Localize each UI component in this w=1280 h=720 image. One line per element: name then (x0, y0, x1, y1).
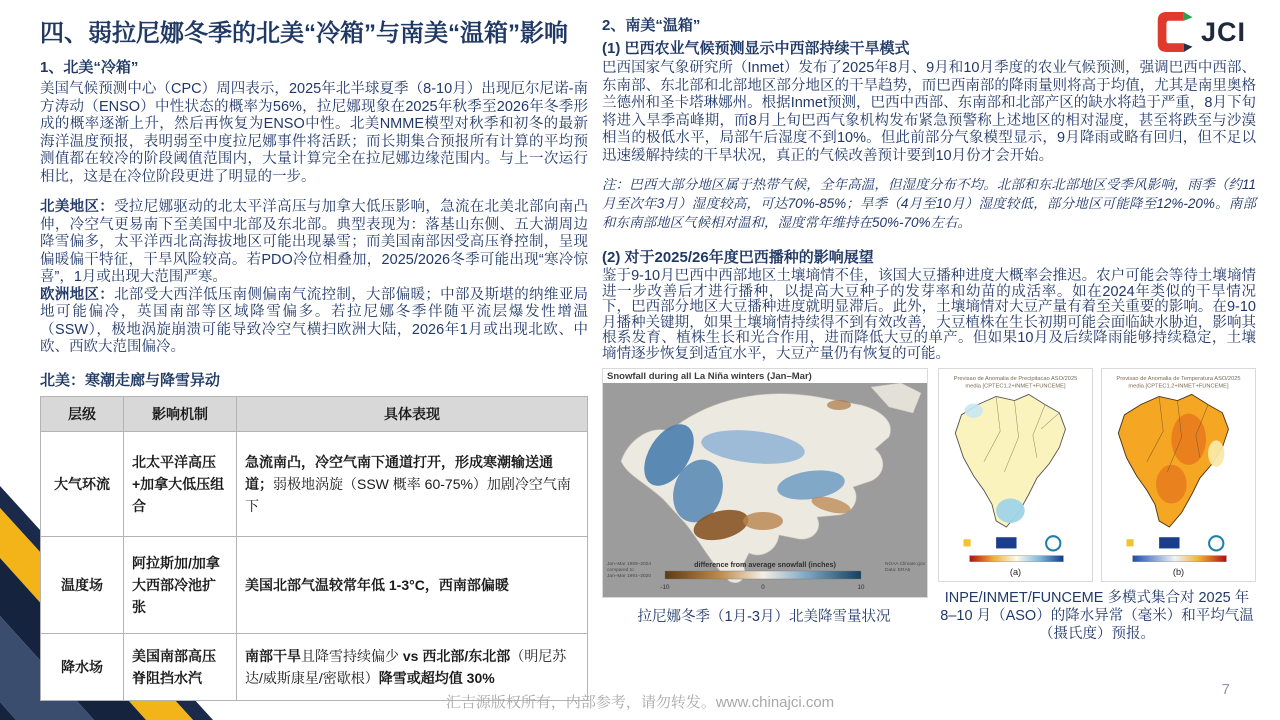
right-column (602, 14, 1256, 643)
brazil-temperature-map-image (1101, 368, 1256, 582)
subsection-2-heading: (2) 对于2025/26年度巴西播种的影响展望 (602, 249, 874, 266)
brazil-map-a-label: (a) (1009, 566, 1022, 577)
brazil-precip-title-line1: Previsao de Anomalia de Precipitacao ASO/2025 (953, 376, 1078, 383)
brazil-precip-title-line2: media [CPTEC1.2+INMET+FUNCEME] (965, 383, 1066, 390)
inmet-logo-icon (996, 537, 1016, 548)
jci-logo-text: JCI (1200, 16, 1246, 47)
jci-logo-icon (1156, 10, 1196, 54)
snowfall-tick-max: 10 (857, 584, 865, 591)
table-cell-level: 降水场 (41, 633, 124, 700)
table-header-level: 层级 (41, 396, 124, 431)
precip-wet-south-blob (996, 498, 1025, 522)
snow-anomaly-brown-south (743, 512, 783, 530)
snowfall-map-title: Snowfall during all La Niña winters (Jan–Mar) (607, 371, 812, 382)
table-cell-detail: 急流南凸，冷空气南下通道打开，形成寒潮输送通道；弱极地涡旋（SSW 概率 60-75%）加剧冷空气南下 (237, 431, 588, 536)
table-row (41, 536, 588, 633)
brazil-temp-title-line1: Previsao de Anomalia de Temperatura ASO/2025 (1116, 376, 1241, 383)
jci-logo (1156, 10, 1246, 54)
snowfall-caption: 拉尼娜冬季（1月-3月）北美降雪量状况 (637, 609, 891, 625)
inmet-logo-icon (1159, 537, 1179, 548)
brazil-caption: INPE/INMET/FUNCEME 多模式集合对 2025 年 8–10 月（ASO）的降水异常（毫米）和平均气温（摄氏度）预报。 (940, 590, 1254, 642)
page-number: 7 (1221, 681, 1230, 698)
brazil-planting-paragraph: 鉴于9-10月巴西中西部地区土壤墒情不佳，该国大豆播种进度大概率会推迟。农户可能会等待土壤墒情进一步改善后才进行播种，以提高大豆种子的发芽率和幼苗的成活率。如在2024年类似的干旱情况下，巴西部分地区大豆播种进度就明显滞后。此外，土壤墒情对大豆产量有着至关重要的影响。在9-10月播种关键期，如果土壤墒情持续得不到有效改善，大豆植株在生长初期可能会面临缺水胁迫，影响其根系发育、植株生长和光合作用，进而降低大豆的单产。但如果10月及后续降雨能够持续稳定，土壤墒情逐步恢复到适宜水平，大豆产量仍有恢复的可能。 (602, 268, 1256, 362)
europe-region-text: 北部受大西洋低压南侧偏南气流控制，大部偏暖；中部及斯堪的纳维亚局地可能偏冷，英国南部等区域降雪偏多。若拉尼娜冬季伴随平流层爆发性增温（SSW），极地涡旋崩溃可能导致冷空气横扫欧洲大陆，2026年1月或出现北欧、中欧、西欧大范围偏冷。 (40, 286, 589, 355)
inpe-logo-icon (963, 539, 970, 546)
snowfall-source-left-line3: Jan–Mar 1991–2020 (607, 574, 652, 579)
brazil-climate-note: 注：巴西大部分地区属于热带气候，全年高温，但湿度分布不均。北部和东北部地区受季风影响，雨季（约11月至次年3月）湿度较高，可达70%-85%；旱季（4月至10月）湿度较低，部分地区可能降至12%-20%。南部和东南部地区气候相对温和，湿度常年维持在50%-70%左右。 (602, 177, 1256, 230)
table-cell-mechanism: 阿拉斯加/加拿大西部冷池扩张 (124, 536, 237, 633)
north-america-region-lead: 北美地区： (40, 199, 115, 215)
section-2-heading: 2、南美“温箱” (602, 17, 701, 34)
snowfall-source-right-line1: NOAA Climate.gov (885, 562, 925, 567)
snow-anomaly-brown-arctic (827, 400, 851, 410)
europe-region-lead: 欧洲地区： (40, 286, 115, 303)
table-row (41, 431, 588, 536)
table-title: 北美：寒潮走廊与降雪异动 (40, 371, 221, 389)
brazil-map-b-label: (b) (1172, 566, 1185, 577)
table-cell-mechanism: 美国南部高压脊阻挡水汽 (124, 633, 237, 700)
table-cell-level: 大气环流 (41, 431, 124, 536)
figures-row (602, 368, 1256, 643)
temp-colorbar (1133, 556, 1227, 562)
cold-wave-table (40, 396, 588, 701)
snowfall-map-image (602, 368, 928, 598)
table-header-detail: 具体表现 (237, 396, 588, 431)
table-header-mechanism: 影响机制 (124, 396, 237, 431)
table-cell-detail: 南部干旱且降雪持续偏少 vs 西北部/东北部（明尼苏达/威斯康星/密歇根）降雪或超均值 30% (237, 633, 588, 700)
north-america-region-text: 受拉尼娜驱动的北太平洋高压与加拿大低压影响，急流在北美北部向南凸伸，冷空气更易南下至美国中北部及东北部。典型表现为：落基山东侧、五大湖周边降雪偏多，太平洋西北高海拔地区可能出现暴雪；而美国南部因受高压脊控制，呈现偏暖偏干特征，干旱风险较高。若PDO冷位相叠加，2025/2026冬季可能出现“寒冷惊喜”，1月或出现大范围严寒。 (40, 199, 589, 285)
brazil-forecast-paragraph: 巴西国家气象研究所（Inmet）发布了2025年8月、9月和10月季度的农业气候预测，强调巴西中西部、东南部、东北部和北部地区部分地区的干旱趋势，而巴西南部的降雨量则将高于均值，尤其是南里奥格兰德州和圣卡塔琳娜州。根据Inmet预测，巴西中西部、东南部和北部产区的缺水将趋于严重，8月下旬将进入旱季高峰期，而8月上旬巴西气象机构发布紧急预警称上述地区的相对湿度，甚至将跌至与沙漠相当的极低水平，局部午后湿度不到10%。但此前部分气象模型显示，9月降雨或略有回归，但不足以迅速缓解持续的干旱状况，真正的气候改善预计要到10月份才会开始。 (602, 60, 1256, 164)
table-cell-level: 温度场 (41, 536, 124, 633)
table-row (41, 633, 588, 700)
precip-wet-north-blob (965, 404, 983, 418)
precip-colorbar (970, 556, 1064, 562)
brazil-temp-title-line2: media [CPTEC1.2+INMET+FUNCEME] (1128, 383, 1229, 390)
snowfall-source-left-line1: Jan–Mar 1959–2024 (607, 562, 652, 567)
funceme-logo-icon (1209, 536, 1223, 550)
left-column (40, 56, 588, 701)
table-header-row (41, 396, 588, 431)
brazil-precipitation-map-image (938, 368, 1093, 582)
snowfall-colorbar-label: difference from average snowfall (inches) (694, 560, 836, 569)
subsection-1-heading: (1) 巴西农业气候预测显示中西部持续干旱模式 (602, 40, 910, 57)
table-cell-mechanism: 北太平洋高压+加拿大低压组合 (124, 431, 237, 536)
snowfall-source-left-line2: compared to (607, 568, 634, 573)
funceme-logo-icon (1046, 536, 1060, 550)
table-cell-detail: 美国北部气温较常年低 1-3°C，西南部偏暖 (237, 536, 588, 633)
temp-mild-east-blob (1208, 440, 1224, 467)
europe-region-paragraph (40, 287, 588, 357)
snowfall-tick-zero: 0 (761, 584, 765, 591)
brazil-figure (938, 368, 1256, 643)
north-america-intro-paragraph: 美国气候预测中心（CPC）周四表示，2025年北半球夏季（8-10月）出现厄尔尼诺-南方涛动（ENSO）中性状态的概率为56%，拉尼娜现象在2025年秋季至2026年冬季形成的概率逐渐上升，然后再恢复为ENSO中性。北美NMME模型对秋季和初冬的最新海洋温度预报，表明弱至中度拉尼娜事件将活跃；而长期集合预报所有计算的平均预测值都在较冷的阶段阈值范围内，大量计算完全在拉尼娜边缘范围内。与上一次运行相比，这是在冷位阶段更进了明显的一步。 (40, 81, 588, 185)
temp-hot-center-blob (1171, 414, 1206, 465)
snowfall-figure (602, 368, 926, 626)
temp-hot-south-blob (1156, 465, 1187, 504)
north-america-region-paragraph (40, 199, 588, 287)
snowfall-tick-min: -10 (660, 584, 670, 591)
page-title: 四、弱拉尼娜冬季的北美“冷箱”与南美“温箱”影响 (40, 20, 568, 47)
section-1-heading: 1、北美“冷箱” (40, 59, 139, 76)
inpe-logo-icon (1126, 539, 1133, 546)
footer-copyright: 汇吉源版权所有，内部参考，请勿转发。www.chinajci.com (445, 694, 835, 711)
snowfall-source-right-line2: Data: ERA5 (885, 568, 911, 573)
snowfall-colorbar (665, 571, 861, 579)
